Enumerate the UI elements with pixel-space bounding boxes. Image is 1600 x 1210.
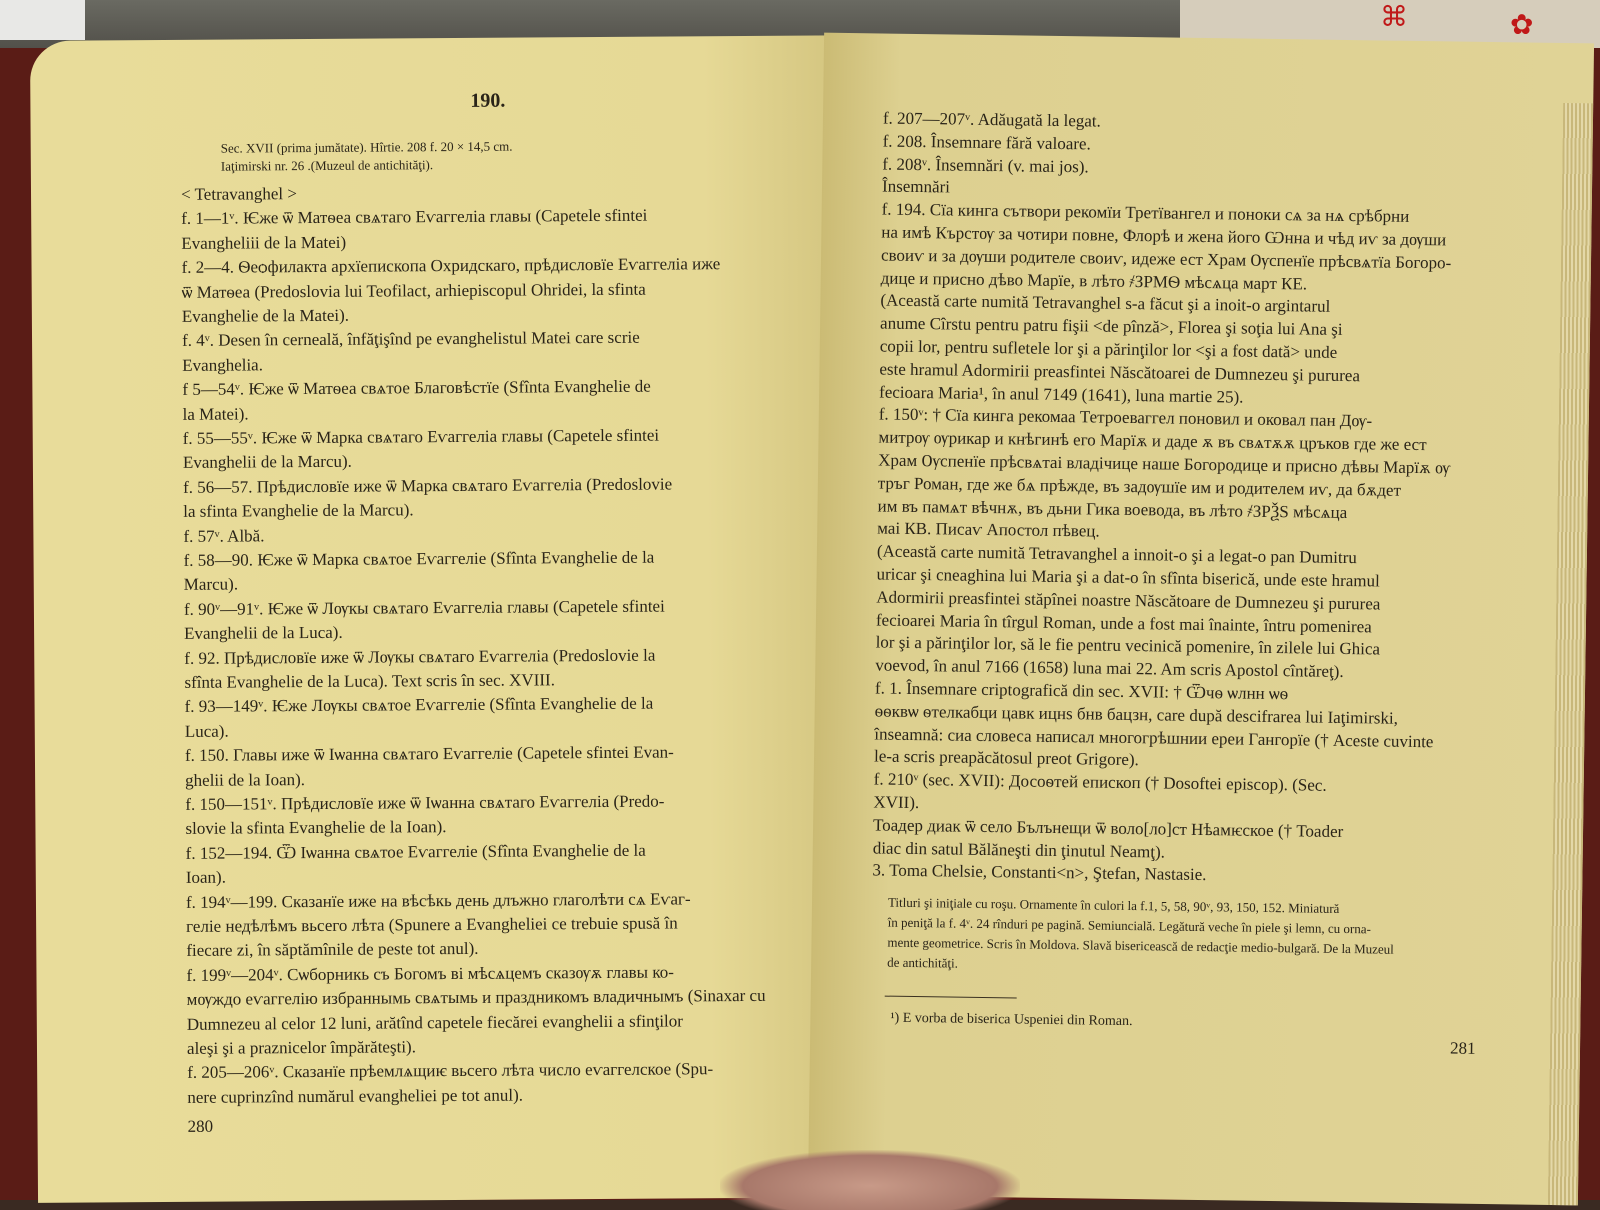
text-line: f. 199ᵛ—204ᵛ. Сѡборникь съ Богомъ ві мѣсѧцемъ сказѹѫ главы ко- xyxy=(186,962,674,985)
text-line: f. 210ᵛ (sec. XVII): Досоѳтей епископ († Dosoftei episcop). (Sec. xyxy=(873,769,1327,795)
left-page xyxy=(30,35,880,1203)
text-line: f. 56—57. Прѣдисловїе иже ѿ Марка свѧтаго Еѵаггеліа (Predoslovie xyxy=(183,474,673,497)
text-line: < Tetravanghel > xyxy=(180,184,297,204)
text-line: în peniţă la f. 4ᵛ. 24 rînduri pe pagină. Semiuncială. Legătură veche în piele şi lemn, cu orna- xyxy=(887,914,1372,937)
text-line: маі КВ. Писаѵ Апостол пѣвец. xyxy=(877,518,1100,541)
text-line: diac din satul Bălăneşti din ţinutul Neamţ). xyxy=(872,838,1166,862)
text-line: le-a scris preapăcătosul preot Grigore). xyxy=(873,746,1139,770)
text-line: f. 57ᵛ. Albă. xyxy=(183,525,265,546)
text-line: Luca). xyxy=(184,721,229,741)
text-line: f. 150ᵛ: † Сїа кинга рекомаа Тетроеваггел поновил и оковал пан Дѹ- xyxy=(878,404,1373,431)
text-line: la sfinta Evanghelie de la Marcu). xyxy=(183,500,414,522)
text-line: f. 2—4. Ѳеѻфилакта архїепископа Охридскаго, прѣдисловїе Еѵаггеліа иже xyxy=(181,254,721,278)
text-line: f. 208. Însemnare fără valoare. xyxy=(882,131,1091,154)
page-number-right: 281 xyxy=(1449,1038,1476,1058)
text-line: Evanghelie de la Matei). xyxy=(181,305,350,326)
text-line: Însemnări xyxy=(881,176,951,197)
text-line: Evangheliii de la Matei) xyxy=(181,232,347,253)
text-line: de antichităţi. xyxy=(887,954,959,971)
text-line: f. 1. Însemnare criptografică din sec. XVII: † Ѿчѳ ѡлнн ѡѳ xyxy=(874,678,1289,704)
text-line: Evanghelii de la Luca). xyxy=(184,622,343,644)
text-line: дице и присно дѣво Марїе, в лѣто ҂ЗРМѲ мѣсѧца март КЕ. xyxy=(880,268,1308,294)
text-line: f. 4ᵛ. Desen în cerneală, înfăţişînd pe evanghelistul Matei care scrie xyxy=(181,328,640,351)
thumb xyxy=(720,1150,1020,1210)
text-line: f. 194ᵛ—199. Сказанїе иже на вѣсѣкь день длъжно глаголѣти сѧ Еѵаг- xyxy=(185,888,691,912)
text-line: fecioara Maria¹, în anul 7149 (1641), luna martie 25). xyxy=(879,382,1244,407)
text-line: митрѹ ѹрикар и кнѣгинѣ его Марїѫ и даде ѫ въ свѧтѫѫ цръков где же ест xyxy=(878,427,1427,455)
text-line: Dumnezeu al celor 12 luni, arătînd capetele fiecărei evanghelii a sfinţilor xyxy=(186,1011,683,1034)
text-line: f. 90ᵛ—91ᵛ. Ѥже ѿ Лѹкы свѧтаго Еѵаггеліа главы (Capetele sfintei xyxy=(183,596,665,619)
text-line: f 5—54ᵛ. Ѥже ѿ Матѳеа свѧтое Благовѣстїе (Sfînta Evanghelie de xyxy=(182,376,651,400)
text-line: f. 150—151ᵛ. Прѣдисловїе иже ѿ Іѡанна свѧтаго Еѵаггеліа (Predo- xyxy=(185,791,665,814)
text-line: aleşi şi a praznicelor împărăteşti). xyxy=(186,1037,416,1058)
text-line: sfînta Evanghelie de la Luca). Text scris în sec. XVIII. xyxy=(184,670,555,692)
text-line: (Această carte numită Tetravanghel a innoit-o şi a legat-o pan Dumitru xyxy=(876,541,1357,568)
manuscript-number: 190. xyxy=(470,89,506,112)
footnote-rule xyxy=(885,996,1017,999)
text-line: Marcu). xyxy=(183,574,239,595)
text-line: lor şi a părinţilor lor, să le fie pentru vecinică pomenire, în zilele lui Ghica xyxy=(875,632,1381,659)
text-line: f. 55—55ᵛ. Ѥже ѿ Марка свѧтаго Еѵаггеліа главы (Capetele sfintei xyxy=(182,425,660,448)
text-line: f. 92. Прѣдисловїе иже ѿ Лѹкы свѧтаго Еѵаггеліа (Predoslovie la xyxy=(184,645,656,668)
text-line: ѿ Матѳеа (Predoslovia lui Teofilact, arhiepiscopul Ohridei, la sfinta xyxy=(181,279,646,302)
text-line: тръг Роман, где же бѧ прѣжде, въ задѹшїе им и родителем иѵ, да бѫдет xyxy=(877,473,1402,500)
footnote: ¹) E vorba de biserica Uspeniei din Roman. xyxy=(890,1010,1133,1030)
text-line: slovie la sfinta Evanghelie de la Ioan). xyxy=(185,817,447,839)
cloth-pattern-icon: ✿ xyxy=(1510,8,1534,41)
background-light-area xyxy=(0,0,85,40)
text-line: ghelii de la Ioan). xyxy=(185,769,306,790)
text-line: înseamnă: сиа словеса написал многогрѣшнии ереи Гангорїе († Aceste cuvinte xyxy=(874,724,1434,751)
text-line: anume Cîrstu pentru patru fişii <de pînză>, Florea şi soţia lui Ana şi xyxy=(879,313,1343,340)
text-line: Evanghelia. xyxy=(182,355,264,375)
text-line: f. 152—194. Ѿ Іѡанна свѧтое Еѵаггеліе (Sfînta Evanghelie de la xyxy=(185,840,646,863)
text-line: им въ памѧт вѣчнѫ, въ дьни Гика воевода, въ лѣто ҂ЗРѮЅ мѣсѧца xyxy=(877,496,1348,522)
cloth-pattern-icon: ⌘ xyxy=(1380,0,1408,33)
text-line: геліе недѣлѣмъ вьсего лѣта (Spunere a Evangheliei ce trebuie spusă în xyxy=(186,913,678,936)
text-line: Adormirii preasfintei stăpînei noastre Născătoare de Dumnezeu şi pururea xyxy=(876,587,1381,614)
page-number-left: 280 xyxy=(187,1116,214,1136)
text-line: 3. Toma Chelsie, Constanti<n>, Ştefan, Nastasie. xyxy=(872,860,1207,885)
text-line: mente geometrice. Scris în Moldova. Slavă bisericească de redacţie medio-bulgară. De la Muzeul xyxy=(887,934,1394,957)
text-line: nere cuprinzînd numărul evangheliei pe tot anul). xyxy=(187,1085,524,1107)
text-line: XVII). xyxy=(873,792,920,813)
right-page xyxy=(808,33,1594,1206)
text-line: своиѵ и за дѹши родителе своиѵ, идеже ест Храм Ѹспенїе прѣсвѧтїа Богоро- xyxy=(880,245,1452,273)
text-line: (Această carte numită Tetravanghel s-a făcut şi a inoit-o argintarul xyxy=(880,290,1331,317)
text-line: на имѣ Кърстѹ за чотири повне, Флорѣ и жена його Ѡнна и чѣд иѵ за дѹши xyxy=(881,222,1447,250)
text-line: f. 205—206ᵛ. Сказанїе прѣемлѧщиѥ вьсего лѣта число еѵаггелское (Spu- xyxy=(187,1059,714,1083)
text-line: voevod, în anul 7166 (1658) luna mai 22. Am scris Apostol cîntăreţ). xyxy=(875,655,1344,682)
text-line: Тоадер диак ѿ село Бълънещи ѿ воло[ло]ст Нѣамѥское († Toader xyxy=(872,815,1344,841)
text-line: f. 194. Сїа кинга сътвори рекомїи Третївангел и поноки сѧ за нѧ срѣбрни xyxy=(881,199,1410,227)
text-line: Sec. XVII (prima jumătate). Hîrtie. 208 f. 20 × 14,5 cm. xyxy=(220,138,513,156)
text-line: Iaţimirski nr. 26 .(Muzeul de antichităţi). xyxy=(220,157,434,174)
text-line: f. 150. Главы иже ѿ Іѡанна свѧтаго Еѵаггеліе (Capetele sfintei Evan- xyxy=(184,742,674,766)
text-line: Храм Ѹспенїе прѣсвѧтаі владічице наше Богородице и присно дѣвы Марїѫ ѹ xyxy=(878,450,1451,478)
text-line: este hramul Adormirii preasfintei Născătoarei de Dumnezeu şi pururea xyxy=(879,359,1361,385)
text-line: ѳѳквѡ ѳтелкабци цавк ицнѕ бнв бацзн, care după descifrarea lui Iaţimirski, xyxy=(874,701,1399,728)
text-line: uricar şi cneaghina lui Maria şi a dat-o în sfînta biserică, unde este hramul xyxy=(876,564,1380,591)
text-line: copii lor, pentru sufletele lor şi a părinţilor lor <şi a fost dată> unde xyxy=(879,336,1338,362)
text-line: Evanghelii de la Marcu). xyxy=(182,452,352,473)
text-line: la Matei). xyxy=(182,404,249,424)
text-line: f. 207—207ᵛ. Adăugată la legat. xyxy=(882,108,1101,131)
text-line: f. 58—90. Ѥже ѿ Марка свѧтое Еѵаггеліе (Sfînta Evanghelie de la xyxy=(183,547,655,570)
text-line: fecioarei Maria în tîrgul Roman, unde a fost mai înainte, întru pomenirea xyxy=(875,610,1372,636)
text-line: f. 93—149ᵛ. Ѥже Лѹкы свѧтое Еѵаггеліе (Sfînta Evanghelie de la xyxy=(184,694,654,717)
text-line: Titluri şi iniţiale cu roşu. Ornamente în culori la f.1, 5, 58, 90ᵛ, 93, 150, 152. Miniatură xyxy=(887,894,1340,916)
text-line: f. 1—1ᵛ. Ѥже ѿ Матѳеа свѧтаго Еѵаггеліа главы (Capetele sfintei xyxy=(181,206,648,229)
text-line: fiecare zi, în săptămînile de peste tot anul). xyxy=(186,939,479,961)
text-line: мѹждо еѵаггелію избраннымь свѧтымь и праздникомъ владичнымъ (Sinaxar cu xyxy=(186,986,766,1010)
text-line: Ioan). xyxy=(185,867,226,888)
text-line: f. 208ᵛ. Însemnări (v. mai jos). xyxy=(882,154,1089,176)
